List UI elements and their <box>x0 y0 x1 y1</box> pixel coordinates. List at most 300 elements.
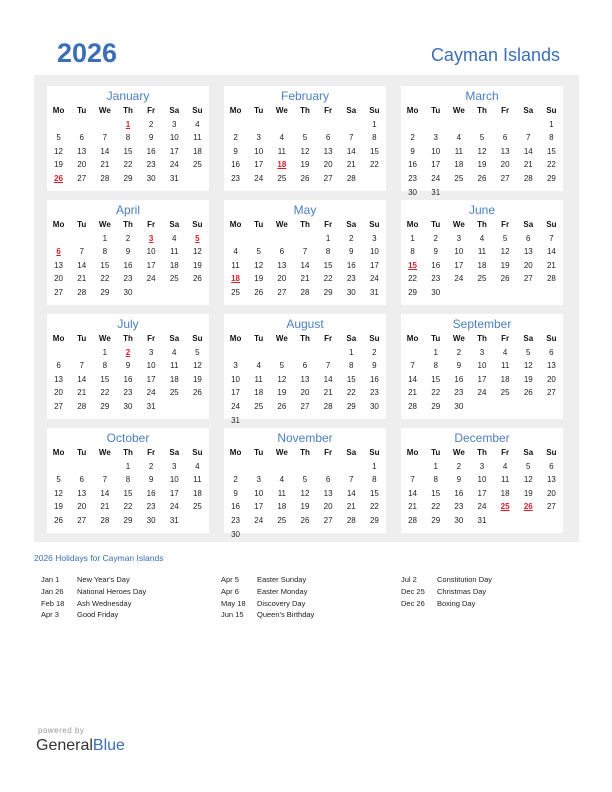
holiday-name: Good Friday <box>77 610 119 620</box>
day-cell: 31 <box>231 415 241 425</box>
holiday-day-cell: 2 <box>125 347 131 357</box>
day-cell: 30 <box>346 287 356 297</box>
holiday-name: Boxing Day <box>437 598 476 608</box>
week-row <box>47 272 209 286</box>
weekday-label: Mo <box>52 334 65 343</box>
day-cell: 18 <box>277 502 287 512</box>
day-cell: 28 <box>300 287 310 297</box>
day-cell: 20 <box>300 388 310 398</box>
empty-day-cell <box>470 286 493 300</box>
day-cell: 18 <box>169 260 179 270</box>
weekday-label: Th <box>123 448 133 457</box>
week-row <box>47 286 209 300</box>
day-cell: 6 <box>502 133 508 143</box>
weekday-label: Th <box>477 220 487 229</box>
empty-day-cell <box>317 414 340 428</box>
weekday-label: Th <box>477 106 487 115</box>
weekday-header <box>224 446 386 460</box>
weekday-header <box>224 104 386 118</box>
day-cell: 3 <box>256 475 261 485</box>
day-cell: 21 <box>77 388 87 398</box>
weekday-label: Fr <box>501 448 510 457</box>
weekday-label: Tu <box>431 334 441 343</box>
day-cell: 3 <box>172 461 177 471</box>
day-cell: 17 <box>169 488 179 498</box>
day-cell: 22 <box>369 502 379 512</box>
day-cell: 5 <box>302 475 308 485</box>
day-cell: 14 <box>546 247 556 257</box>
weekday-label: Mo <box>406 334 419 343</box>
weekday-label: Su <box>546 448 557 457</box>
weekday-label: Sa <box>169 448 180 457</box>
day-cell: 22 <box>323 274 333 284</box>
day-cell: 17 <box>254 160 264 170</box>
brand-logo <box>36 737 125 755</box>
day-cell: 7 <box>410 361 415 371</box>
weekday-label: We <box>452 106 465 115</box>
day-cell: 14 <box>300 260 310 270</box>
day-cell: 11 <box>193 133 202 143</box>
month-title: August <box>286 317 324 331</box>
day-cell: 21 <box>523 160 533 170</box>
day-cell: 10 <box>454 247 464 257</box>
day-cell: 1 <box>125 461 131 471</box>
weekday-label: Sa <box>169 334 180 343</box>
day-cell: 28 <box>546 274 556 284</box>
empty-day-cell <box>270 460 293 474</box>
holiday-name: Easter Monday <box>257 586 308 596</box>
day-cell: 19 <box>477 160 487 170</box>
holiday-item <box>401 586 492 598</box>
day-cell: 3 <box>172 119 177 129</box>
day-cell: 10 <box>477 475 487 485</box>
day-cell: 23 <box>123 388 133 398</box>
empty-day-cell <box>340 118 363 132</box>
weekday-label: Tu <box>431 220 441 229</box>
holiday-name: Discovery Day <box>257 598 306 608</box>
day-cell: 11 <box>500 361 510 371</box>
weekday-header <box>47 218 209 232</box>
holiday-item <box>41 586 146 598</box>
holiday-name: National Heroes Day <box>77 586 147 596</box>
month-november <box>224 428 386 539</box>
empty-day-cell <box>540 400 563 414</box>
weekday-label: Tu <box>254 448 264 457</box>
day-cell: 14 <box>523 146 533 156</box>
weekday-label: Mo <box>229 448 242 457</box>
empty-day-cell <box>270 528 293 542</box>
day-cell: 17 <box>369 260 379 270</box>
empty-day-cell <box>140 286 163 300</box>
empty-day-cell <box>517 400 540 414</box>
day-cell: 19 <box>277 388 287 398</box>
day-cell: 27 <box>500 173 510 183</box>
day-cell: 19 <box>54 502 64 512</box>
empty-day-cell <box>317 528 340 542</box>
day-cell: 15 <box>323 260 333 270</box>
empty-day-cell <box>470 186 493 200</box>
day-cell: 28 <box>408 401 418 411</box>
holiday-item <box>401 598 492 610</box>
day-cell: 29 <box>431 401 441 411</box>
day-cell: 27 <box>277 287 287 297</box>
day-cell: 18 <box>254 388 264 398</box>
empty-day-cell <box>47 346 70 360</box>
empty-day-cell <box>186 286 209 300</box>
day-cell: 21 <box>100 160 110 170</box>
day-cell: 19 <box>500 260 510 270</box>
weekday-label: We <box>452 448 465 457</box>
weekday-label: Sa <box>523 220 534 229</box>
day-cell: 20 <box>523 260 533 270</box>
day-cell: 27 <box>300 401 310 411</box>
day-cell: 5 <box>502 233 508 243</box>
week-row <box>47 118 209 132</box>
day-cell: 10 <box>169 475 179 485</box>
day-cell: 4 <box>195 461 200 471</box>
empty-day-cell <box>186 400 209 414</box>
holiday-column <box>221 574 314 621</box>
weekday-label: We <box>98 106 111 115</box>
month-september <box>401 314 563 419</box>
day-cell: 30 <box>408 187 418 197</box>
day-cell: 2 <box>125 233 131 243</box>
week-row <box>224 514 386 528</box>
month-july <box>47 314 209 419</box>
weekday-label: We <box>275 448 288 457</box>
week-row <box>47 131 209 145</box>
week-row <box>224 145 386 159</box>
day-cell: 3 <box>456 233 462 243</box>
holiday-date: Feb 18 <box>41 598 65 608</box>
holiday-item <box>221 609 314 621</box>
day-cell: 18 <box>169 374 179 384</box>
weekday-label: Fr <box>501 334 510 343</box>
month-title: October <box>106 431 150 445</box>
empty-day-cell <box>47 118 70 132</box>
empty-day-cell <box>494 400 517 414</box>
day-cell: 25 <box>277 173 287 183</box>
day-cell: 14 <box>408 374 418 384</box>
empty-day-cell <box>447 186 470 200</box>
empty-day-cell <box>317 460 340 474</box>
day-cell: 24 <box>169 502 179 512</box>
weekday-label: Th <box>300 334 310 343</box>
weekday-label: Sa <box>346 448 357 457</box>
day-cell: 25 <box>454 173 464 183</box>
weekday-label: Tu <box>77 220 87 229</box>
week-row <box>401 118 563 132</box>
week-row <box>47 473 209 487</box>
day-cell: 10 <box>369 247 379 257</box>
empty-day-cell <box>93 460 116 474</box>
day-cell: 30 <box>123 401 133 411</box>
day-cell: 11 <box>193 475 202 485</box>
day-cell: 29 <box>323 287 333 297</box>
day-cell: 7 <box>79 247 84 257</box>
day-cell: 7 <box>410 475 415 485</box>
week-row <box>224 500 386 514</box>
weekday-header <box>47 104 209 118</box>
day-cell: 20 <box>77 160 87 170</box>
weekday-label: Su <box>546 220 557 229</box>
weekday-label: Tu <box>431 106 441 115</box>
day-cell: 19 <box>523 488 533 498</box>
empty-day-cell <box>70 118 93 132</box>
day-cell: 21 <box>300 274 310 284</box>
day-cell: 22 <box>123 502 133 512</box>
empty-day-cell <box>447 118 470 132</box>
day-cell: 6 <box>549 347 554 357</box>
month-march <box>401 86 563 197</box>
day-cell: 4 <box>502 461 508 471</box>
weekday-header <box>224 332 386 346</box>
empty-day-cell <box>517 186 540 200</box>
empty-day-cell <box>494 286 517 300</box>
empty-day-cell <box>424 118 447 132</box>
holiday-name: New Year's Day <box>77 575 130 584</box>
day-cell: 30 <box>146 173 156 183</box>
weekday-label: Sa <box>346 106 357 115</box>
day-cell: 11 <box>170 247 179 257</box>
week-row <box>224 118 386 132</box>
day-cell: 17 <box>454 260 464 270</box>
weekday-header <box>224 218 386 232</box>
weekday-label: Fr <box>147 220 156 229</box>
weekday-label: Su <box>192 220 203 229</box>
day-cell: 1 <box>372 461 377 471</box>
day-cell: 25 <box>254 401 264 411</box>
day-cell: 23 <box>431 274 441 284</box>
day-cell: 29 <box>369 515 379 525</box>
day-cell: 25 <box>169 274 179 284</box>
empty-day-cell <box>494 514 517 528</box>
day-cell: 28 <box>346 173 356 183</box>
empty-day-cell <box>224 460 247 474</box>
day-cell: 13 <box>54 374 64 384</box>
week-row <box>401 373 563 387</box>
empty-day-cell <box>494 118 517 132</box>
day-cell: 14 <box>100 488 110 498</box>
day-cell: 4 <box>195 119 200 129</box>
week-row <box>401 272 563 286</box>
day-cell: 2 <box>349 233 354 243</box>
day-cell: 1 <box>433 347 438 357</box>
week-row <box>224 286 386 300</box>
day-cell: 14 <box>408 488 418 498</box>
day-cell: 4 <box>172 233 177 243</box>
day-cell: 8 <box>349 361 354 371</box>
day-cell: 1 <box>410 233 415 243</box>
day-cell: 12 <box>254 260 264 270</box>
weekday-label: Mo <box>406 220 419 229</box>
day-cell: 9 <box>372 361 377 371</box>
week-row <box>224 487 386 501</box>
weekday-header <box>401 218 563 232</box>
week-row <box>47 145 209 159</box>
holidays-title: 2026 Holidays for Cayman Islands <box>34 553 164 563</box>
day-cell: 19 <box>523 374 533 384</box>
day-cell: 23 <box>454 502 464 512</box>
week-row <box>224 528 386 542</box>
day-cell: 27 <box>323 515 333 525</box>
day-cell: 21 <box>546 260 556 270</box>
empty-day-cell <box>70 346 93 360</box>
day-cell: 6 <box>549 461 554 471</box>
day-cell: 13 <box>546 475 556 485</box>
holiday-item <box>221 598 314 610</box>
weekday-label: Mo <box>52 106 65 115</box>
empty-day-cell <box>224 118 247 132</box>
empty-day-cell <box>317 118 340 132</box>
brand-name-general: General <box>36 737 93 754</box>
day-cell: 13 <box>500 146 510 156</box>
day-cell: 18 <box>192 146 202 156</box>
week-row <box>224 460 386 474</box>
day-cell: 24 <box>146 274 156 284</box>
holiday-name: Easter Sunday <box>257 575 307 584</box>
holiday-date: May 18 <box>221 598 246 608</box>
brand-name-blue: Blue <box>92 737 125 754</box>
empty-day-cell <box>47 232 70 246</box>
day-cell: 11 <box>477 247 487 257</box>
day-cell: 9 <box>433 247 438 257</box>
day-cell: 18 <box>500 374 510 384</box>
day-cell: 9 <box>125 361 131 371</box>
weekday-label: Fr <box>324 448 333 457</box>
month-title: December <box>454 431 510 445</box>
holiday-date: Jan 26 <box>41 586 64 596</box>
calendar-year: 2026 <box>57 38 118 68</box>
day-cell: 21 <box>346 160 356 170</box>
day-cell: 1 <box>433 461 438 471</box>
weekday-label: Fr <box>324 106 333 115</box>
weekday-label: Su <box>546 106 557 115</box>
weekday-label: We <box>98 220 111 229</box>
day-cell: 25 <box>192 502 202 512</box>
weekday-label: We <box>98 448 111 457</box>
day-cell: 5 <box>195 347 200 357</box>
day-cell: 26 <box>500 274 510 284</box>
week-row <box>47 245 209 259</box>
day-cell: 9 <box>233 488 238 498</box>
day-cell: 25 <box>192 160 202 170</box>
day-cell: 13 <box>77 146 87 156</box>
day-cell: 3 <box>148 347 154 357</box>
day-cell: 17 <box>477 488 487 498</box>
day-cell: 13 <box>323 146 333 156</box>
holiday-day-cell: 26 <box>54 173 64 183</box>
day-cell: 9 <box>148 133 154 143</box>
empty-day-cell <box>470 400 493 414</box>
day-cell: 29 <box>408 287 418 297</box>
day-cell: 25 <box>477 274 487 284</box>
empty-day-cell <box>163 286 186 300</box>
empty-day-cell <box>247 528 270 542</box>
day-cell: 27 <box>546 502 556 512</box>
empty-day-cell <box>363 414 386 428</box>
empty-day-cell <box>70 232 93 246</box>
day-cell: 27 <box>54 287 64 297</box>
month-december <box>401 428 563 533</box>
day-cell: 26 <box>54 515 64 525</box>
day-cell: 9 <box>456 475 462 485</box>
day-cell: 31 <box>369 287 379 297</box>
week-row <box>224 172 386 186</box>
day-cell: 18 <box>454 160 464 170</box>
day-cell: 7 <box>549 233 554 243</box>
week-row <box>47 500 209 514</box>
weekday-label: Mo <box>229 334 242 343</box>
day-cell: 24 <box>146 388 156 398</box>
day-cell: 29 <box>546 173 556 183</box>
holiday-name: Constitution Day <box>437 575 493 584</box>
day-cell: 16 <box>146 488 156 498</box>
empty-day-cell <box>401 118 424 132</box>
day-cell: 26 <box>300 515 310 525</box>
day-cell: 19 <box>54 160 64 170</box>
day-cell: 2 <box>456 347 462 357</box>
day-cell: 14 <box>77 374 87 384</box>
weekday-label: Mo <box>229 106 242 115</box>
day-cell: 2 <box>148 119 154 129</box>
weekday-header <box>47 446 209 460</box>
day-cell: 3 <box>233 361 238 371</box>
week-row <box>401 186 563 200</box>
empty-day-cell <box>224 232 247 246</box>
empty-day-cell <box>540 286 563 300</box>
month-title: March <box>465 89 499 103</box>
day-cell: 1 <box>102 233 108 243</box>
day-cell: 10 <box>254 146 264 156</box>
day-cell: 26 <box>254 287 264 297</box>
empty-day-cell <box>270 346 293 360</box>
weekday-label: Mo <box>52 220 65 229</box>
holiday-date: Dec 25 <box>401 586 425 596</box>
empty-day-cell <box>401 346 424 360</box>
day-cell: 2 <box>233 475 238 485</box>
holiday-day-cell: 18 <box>277 160 287 170</box>
day-cell: 8 <box>372 133 377 143</box>
day-cell: 28 <box>323 401 333 411</box>
empty-day-cell <box>163 400 186 414</box>
weekday-label: Sa <box>523 106 534 115</box>
day-cell: 10 <box>169 133 179 143</box>
day-cell: 17 <box>254 502 264 512</box>
day-cell: 7 <box>325 361 331 371</box>
day-cell: 23 <box>346 274 356 284</box>
week-row <box>401 346 563 360</box>
day-cell: 26 <box>477 173 487 183</box>
day-cell: 15 <box>346 374 356 384</box>
day-cell: 24 <box>477 388 487 398</box>
day-cell: 8 <box>549 133 554 143</box>
day-cell: 26 <box>192 388 202 398</box>
holiday-name: Christmas Day <box>437 586 487 596</box>
week-row <box>224 232 386 246</box>
holiday-date: Jul 2 <box>401 575 417 584</box>
empty-day-cell <box>363 172 386 186</box>
weekday-label: Fr <box>501 220 510 229</box>
week-row <box>47 514 209 528</box>
day-cell: 30 <box>146 515 156 525</box>
day-cell: 10 <box>431 146 441 156</box>
week-row <box>47 359 209 373</box>
day-cell: 28 <box>77 287 87 297</box>
day-cell: 13 <box>546 361 556 371</box>
day-cell: 14 <box>77 260 87 270</box>
day-cell: 31 <box>431 187 441 197</box>
